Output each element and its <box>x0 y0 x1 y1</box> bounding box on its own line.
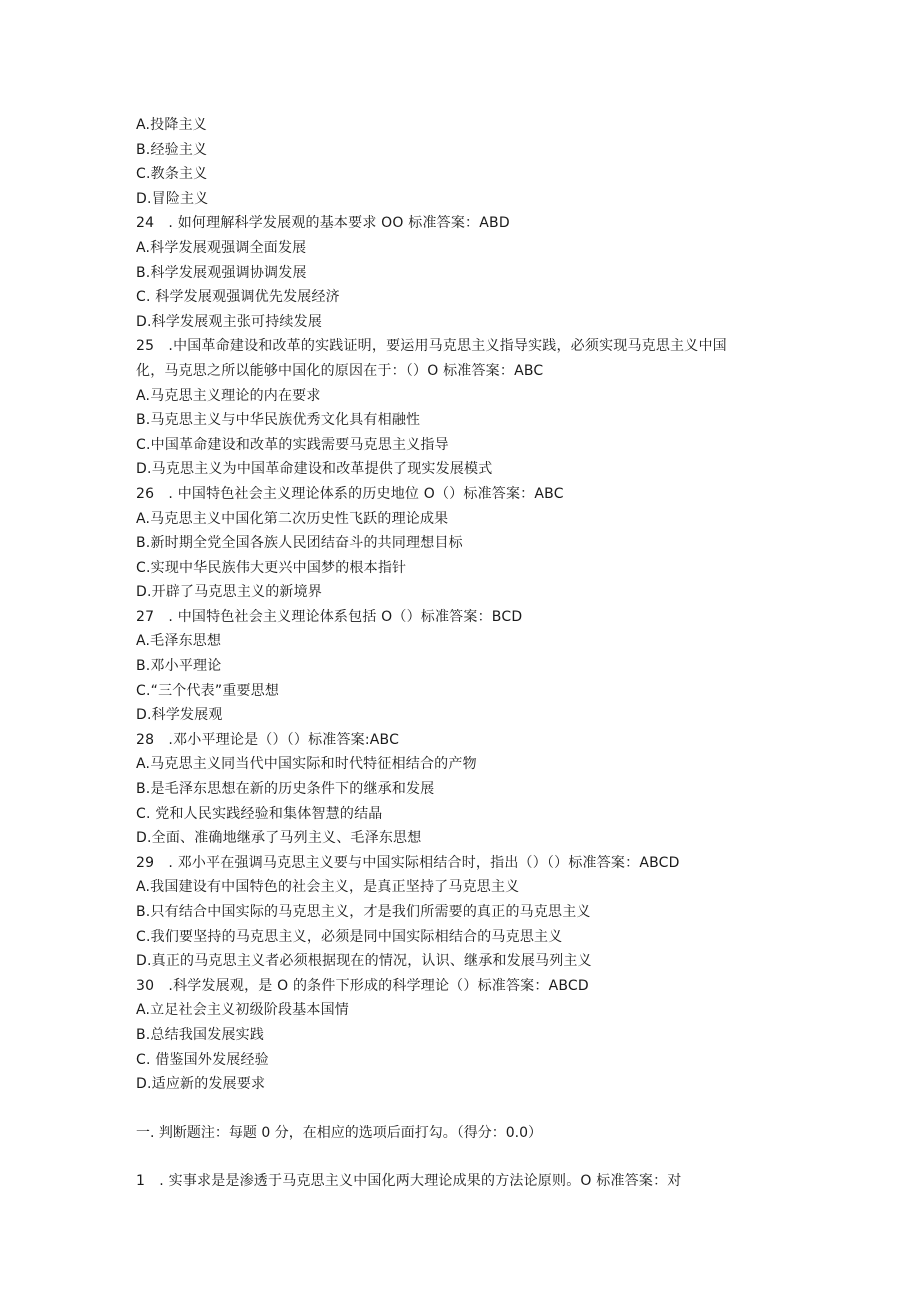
option-line: D.开辟了马克思主义的新境界 <box>136 584 323 601</box>
option-line: A.马克思主义同当代中国实际和时代特征相结合的产物 <box>136 756 477 773</box>
question-line: 27 . 中国特色社会主义理论体系包括 O（）标准答案：BCD <box>136 608 523 625</box>
option-line: D.科学发展观主张可持续发展 <box>136 313 323 330</box>
spacer <box>136 1097 776 1121</box>
option-line: B.邓小平理论 <box>136 658 222 675</box>
question-list <box>136 113 776 1194</box>
question-line-continued: 化，马克思之所以能够中国化的原因在于：（）O 标准答案：ABC <box>136 362 544 379</box>
option-line: A.立足社会主义初级阶段基本国情 <box>136 1002 349 1019</box>
option-line: B.经验主义 <box>136 141 208 158</box>
section-heading: 一. 判断题注：每题 0 分，在相应的选项后面打勾。（得分：0.0） <box>136 1124 542 1141</box>
option-line: C. 科学发展观强调优先发展经济 <box>136 289 340 306</box>
option-line: A.马克思主义理论的内在要求 <box>136 387 321 404</box>
question-line: 30 .科学发展观，是 O 的条件下形成的科学理论（）标准答案：ABCD <box>136 977 589 994</box>
option-line: A.科学发展观强调全面发展 <box>136 239 307 256</box>
question-line: 24 . 如何理解科学发展观的基本要求 OO 标准答案：ABD <box>136 215 510 232</box>
question-line: 25 .中国革命建设和改革的实践证明，要运用马克思主义指导实践，必须实现马克思主义中国 <box>136 338 727 355</box>
option-line: C.我们要坚持的马克思主义，必须是同中国实际相结合的马克思主义 <box>136 928 563 945</box>
option-line: C.教条主义 <box>136 166 208 183</box>
option-line: A.毛泽东思想 <box>136 633 222 650</box>
option-line: B.只有结合中国实际的马克思主义，才是我们所需要的真正的马克思主义 <box>136 904 591 920</box>
option-line: A.投降主义 <box>136 117 207 133</box>
question-line: 28 .邓小平理论是（）（）标准答案:ABC <box>136 731 400 748</box>
option-line: D.马克思主义为中国革命建设和改革提供了现实发展模式 <box>136 461 493 478</box>
option-line: C.中国革命建设和改革的实践需要马克思主义指导 <box>136 436 449 453</box>
question-line: 29 . 邓小平在强调马克思主义要与中国实际相结合时，指出（）（）标准答案：ABCD <box>136 854 680 871</box>
question-line: 26 . 中国特色社会主义理论体系的历史地位 O（）标准答案：ABC <box>136 485 564 502</box>
option-line: B.总结我国发展实践 <box>136 1026 265 1043</box>
option-line: A.我国建设有中国特色的社会主义，是真正坚持了马克思主义 <box>136 879 520 896</box>
option-line: D.适应新的发展要求 <box>136 1076 266 1093</box>
option-line: C. 借鉴国外发展经验 <box>136 1051 269 1068</box>
option-line: B.马克思主义与中华民族优秀文化具有相融性 <box>136 412 421 429</box>
option-line: C. 党和人民实践经验和集体智慧的结晶 <box>136 805 383 822</box>
option-line: B.是毛泽东思想在新的历史条件下的继承和发展 <box>136 781 435 798</box>
option-line: D.全面、准确地继承了马列主义、毛泽东思想 <box>136 830 422 847</box>
option-line: B.新时期全党全国各族人民团结奋斗的共同理想目标 <box>136 535 463 552</box>
spacer <box>136 1145 776 1169</box>
option-line: D.科学发展观 <box>136 707 223 724</box>
option-line: D.冒险主义 <box>136 190 209 207</box>
option-line: A.马克思主义中国化第二次历史性飞跃的理论成果 <box>136 510 449 527</box>
option-line: C.实现中华民族伟大更兴中国梦的根本指针 <box>136 559 407 576</box>
option-line: C.“三个代表”重要思想 <box>136 682 280 699</box>
option-line: B.科学发展观强调协调发展 <box>136 264 307 281</box>
judge-question-line: 1 . 实事求是是渗透于马克思主义中国化两大理论成果的方法论原则。O 标准答案：对 <box>136 1173 682 1190</box>
option-line: D.真正的马克思主义者必须根据现在的情况，认识、继承和发展马列主义 <box>136 953 592 970</box>
